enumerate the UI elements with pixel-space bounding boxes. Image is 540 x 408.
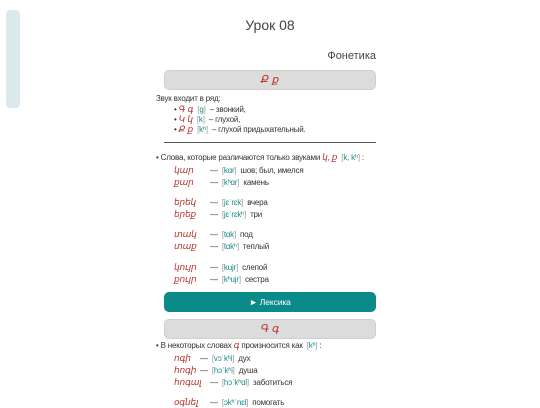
word-pair-row: ոգի — [vɔˈkʰi] дух [174,353,251,363]
letter-pill-kh-label: Ք ք [260,74,280,86]
series-item: • Կ կ [k] – глухой, [174,114,241,124]
section-title: Фонетика [327,50,376,62]
word-pair-row: հոգալ — [hɔˈkʰɑl] заботиться [174,377,293,387]
letter-pill-g[interactable] [164,319,376,339]
series-item: • Գ գ [g] – звонкий, [174,104,246,114]
letter-pill-kh[interactable] [164,70,376,90]
word-pair-row: քար — [kʰɑr] камень [174,177,269,187]
word-pair-row: երեք — [jɛˈrɛkʰ] три [174,209,263,219]
series-intro: Звук входит в ряд: [156,94,221,103]
series-item: • Ք ք [kʰ] – глухой придыхательный. [174,124,306,134]
word-pair-row: տաք — [tɑkʰ] теплый [174,241,269,251]
word-pair-row: կույր — [kujr] слепой [174,262,268,272]
pairs-intro: • Слова, которые различаются только звуками կ, ք [k, kʰ] : [156,152,364,162]
divider [164,142,376,143]
letter-pill-g-label: Գ գ [260,323,280,335]
lexicon-button[interactable] [164,292,376,312]
lexicon-button-label: ► Лексика [249,297,291,307]
word-pair-row: օգնել — [ɔkʰˈnɛl] помогать [174,397,285,407]
word-pair-row: տակ — [tɑk] под [174,229,253,239]
word-pair-row: քույր — [kʰujr] сестра [174,274,269,284]
word-pair-row: կար — [kɑr] шов; был, имелся [174,165,304,175]
pairs2-intro: • В некоторых словах գ произносится как [kʰ] : [156,340,322,350]
page-title: Урок 08 [245,17,295,33]
word-pair-row: հոգի — [hɔˈkʰi] душа [174,365,258,375]
word-pair-row: երեկ — [jɛˈrɛk] вчера [174,197,268,207]
